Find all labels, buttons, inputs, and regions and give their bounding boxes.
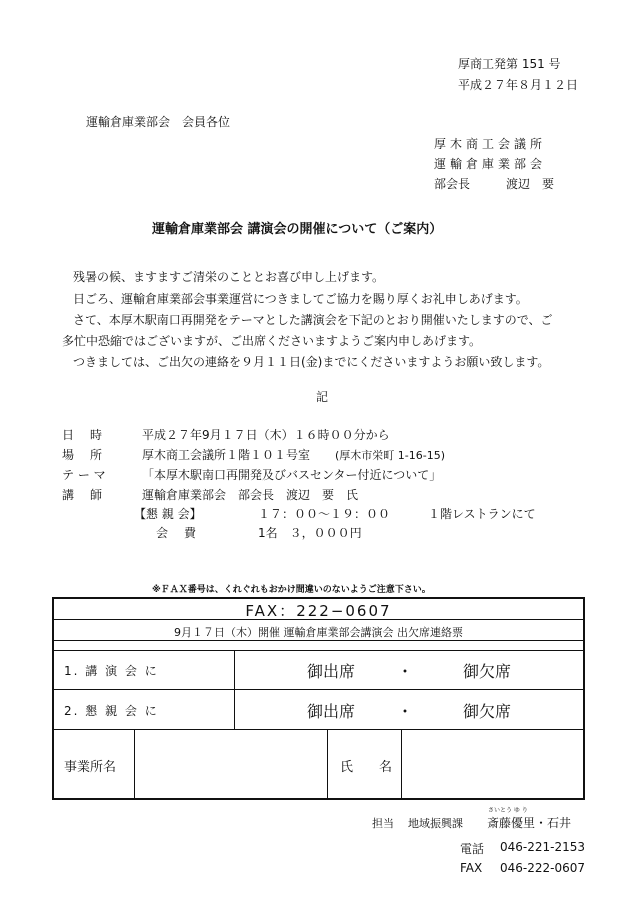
row2-absent-option[interactable]: 御欠席 (463, 702, 512, 721)
lecturer-label: 講 師 (62, 488, 105, 502)
form-subtitle: 9月１７日（木）開催 運輸倉庫業部会講演会 出欠席連絡票 (174, 626, 463, 639)
form-divider (134, 729, 135, 800)
place-value: 厚木商工会議所１階１０１号室 (142, 448, 311, 462)
place-address: (厚木市栄町 1-16-15) (335, 449, 446, 462)
contact-fax-label: FAX (460, 861, 483, 875)
body-line: 残暑の候、ますますご清栄のこととお喜び申し上げます。 (73, 270, 385, 284)
form-divider (327, 729, 328, 800)
company-field[interactable] (136, 731, 325, 798)
contact-tel: 046-221-2153 (500, 840, 586, 854)
contact-person-label: 担当 (372, 817, 394, 830)
contact-name-ruby: さいとう ゆ り (488, 807, 528, 814)
row1-attend-option[interactable]: 御出席 (307, 662, 356, 681)
party-time: １７：００〜１９：００ (258, 507, 391, 521)
party-label: 【懇 親 会】 (134, 507, 202, 521)
row2-separator: ・ (397, 702, 414, 721)
row1-separator: ・ (397, 662, 414, 681)
sender-name: 渡辺 要 (506, 177, 555, 191)
contact-person-names: 斎藤優里・石井 (487, 816, 572, 830)
body-line: つきましては、ご出欠の連絡を９月１１日(金)までにくださいますようお願い致します。 (73, 355, 550, 369)
name-field[interactable] (403, 731, 581, 798)
fee-label: 会 費 (156, 526, 199, 540)
date-label: 日 時 (62, 428, 105, 442)
contact-fax: 046-222-0607 (500, 861, 586, 875)
place-label: 場 所 (62, 448, 105, 462)
theme-value: 「本厚木駅南口再開発及びバスセンター付近について」 (142, 468, 442, 482)
recipient: 運輸倉庫業部会 会員各位 (86, 115, 231, 129)
name-label: 氏 名 (340, 760, 393, 775)
form-divider (54, 640, 583, 641)
date-value: 平成２７年9月１７日（木）１６時００分から (142, 428, 390, 442)
row2-attend-option[interactable]: 御出席 (307, 702, 356, 721)
sender-division: 運輸倉庫業部会 (434, 157, 547, 171)
document-number: 厚商工発第 151 号 (458, 57, 561, 71)
form-divider (54, 650, 583, 651)
fee-value: 1名 ３，０００円 (258, 526, 362, 540)
row2-label: 2. 懇 親 会 に (64, 704, 159, 718)
sender-org: 厚木商工会議所 (434, 137, 547, 151)
form-divider (234, 650, 235, 729)
row1-absent-option[interactable]: 御欠席 (463, 662, 512, 681)
reply-form (52, 597, 585, 800)
company-label: 事業所名 (64, 760, 117, 775)
fax-notice: ※ＦＡＸ番号は、くれぐれもおかけ間違いのないようご注意下さい。 (152, 585, 431, 595)
sender-role: 部会長 (434, 177, 471, 191)
theme-label: テ ー マ (62, 468, 106, 482)
document-date: 平成２７年８月１２日 (458, 78, 579, 92)
ki-heading: 記 (316, 390, 329, 404)
party-place: １階レストランにて (428, 507, 536, 521)
form-divider (54, 689, 583, 690)
lecturer-value: 運輸倉庫業部会 部会長 渡辺 要 氏 (142, 488, 359, 502)
contact-tel-label: 電話 (460, 842, 485, 856)
form-fax-number: FAX：222−0607 (245, 602, 392, 620)
page-title: 運輸倉庫業部会 講演会の開催について（ご案内） (152, 222, 443, 237)
row1-label: 1. 講 演 会 に (64, 664, 159, 678)
body-line: 日ごろ、運輸倉庫業部会事業運営につきましてご協力を賜り厚くお礼申しあげます。 (73, 292, 528, 306)
contact-department: 地域振興課 (408, 817, 463, 830)
form-divider (401, 729, 402, 800)
body-line: 多忙中恐縮ではございますが、ご出席くださいますようご案内申しあげます。 (62, 334, 482, 348)
body-line: さて、本厚木駅南口再開発をテーマとした講演会を下記のとおり開催いたしますので、ご (73, 313, 553, 327)
